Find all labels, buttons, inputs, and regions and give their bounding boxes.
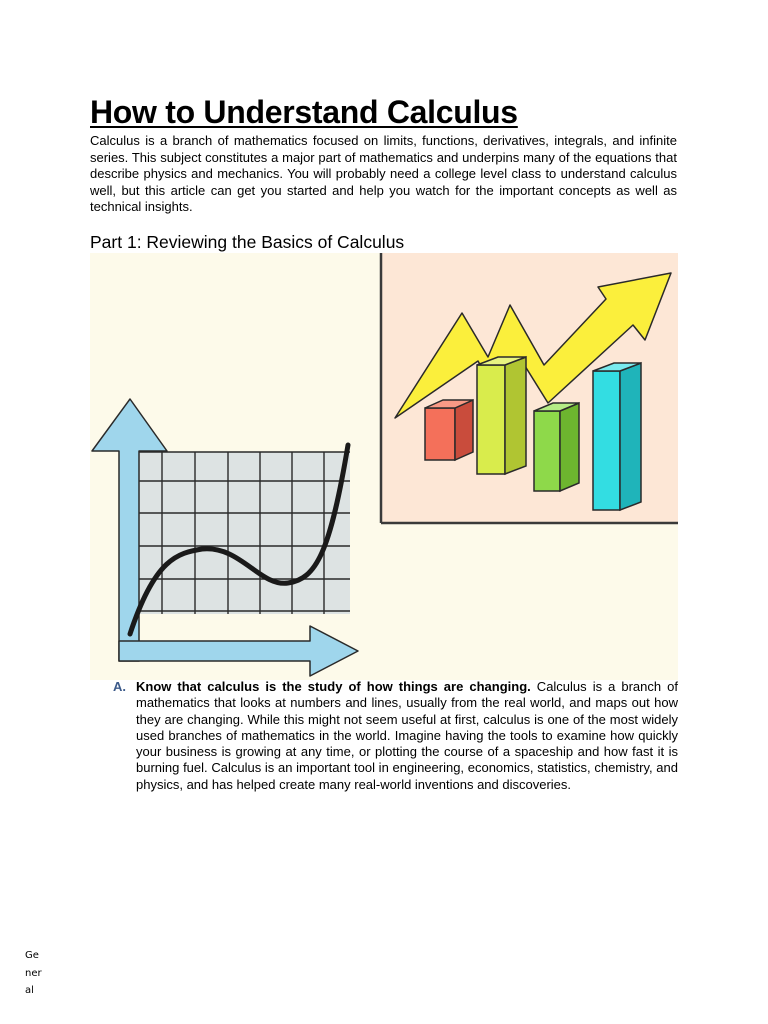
yellow-green-bar-icon	[477, 357, 526, 474]
section-heading: Part 1: Reviewing the Basics of Calculus	[90, 232, 405, 252]
intro-paragraph: Calculus is a branch of mathematics focused on limits, functions, derivatives, integrals, and infinite series. This subject constitutes a major part of mathematics and underpins many of the equations that describe physics and mechanics. You will probably need a college level class to understand calculus well, but this article can get you started and help you watch for the important concepts as well as technical insights.	[90, 133, 677, 214]
red-bar-icon	[425, 400, 473, 460]
step-body: Calculus is a branch of mathematics that looks at numbers and lines, usually from the real world, and maps out how they are changing. While this might not seem useful at first, calculus is one of the most widely used branches of mathematics in the world. Imagine having the tools to examine how quickly your business is growing at any time, or plotting the course of a spaceship and how fast it is burning fuel. Calculus is an important tool in engineering, economics, statistics, chemistry, and physics, and has helped create many real-world inventions and discoveries.	[136, 679, 678, 792]
step-lead: Know that calculus is the study of how things are changing.	[136, 679, 531, 694]
step-a	[113, 679, 678, 793]
bar-chart-panel	[381, 253, 678, 523]
step-marker: A.	[113, 679, 126, 694]
calculus-illustration	[90, 253, 678, 680]
sensitivity-label: General	[25, 950, 42, 996]
cyan-bar-icon	[593, 363, 641, 510]
step-text	[136, 679, 678, 793]
green-bar-icon	[534, 403, 579, 491]
page-title: How to Understand Calculus	[90, 94, 518, 130]
